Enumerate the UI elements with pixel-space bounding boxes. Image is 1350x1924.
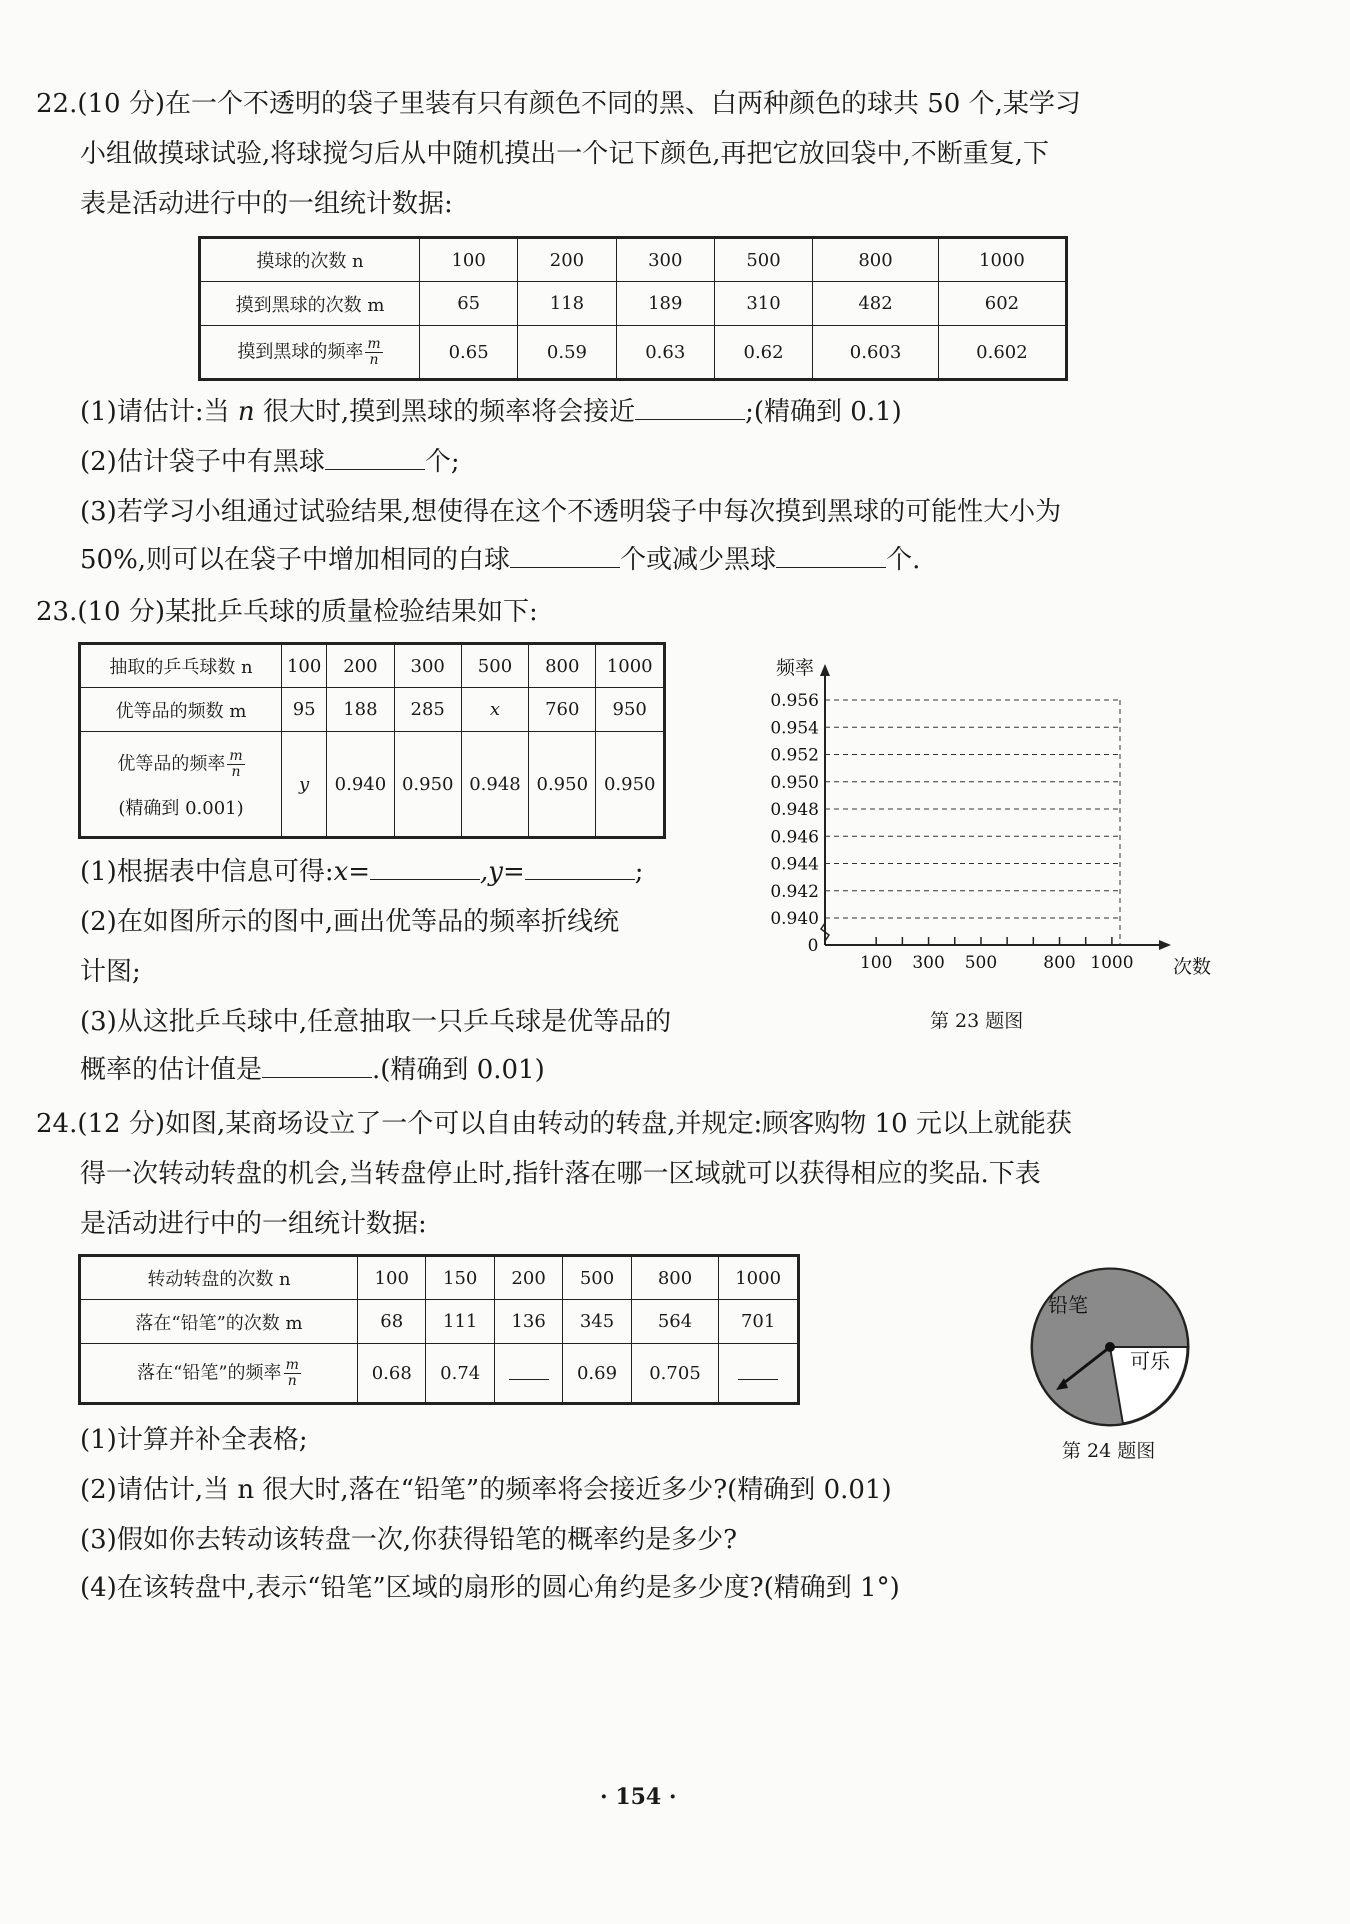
q23-m-3: x <box>461 688 528 732</box>
q22-m-4: 482 <box>813 282 939 326</box>
q22-f-5: 0.602 <box>938 326 1066 380</box>
answer-blank[interactable] <box>635 395 745 420</box>
q24-n-5: 1000 <box>719 1256 799 1300</box>
spinner-label-cola: 可乐 <box>1130 1349 1170 1373</box>
q24-f-3: 0.69 <box>563 1344 631 1404</box>
q23-m-1: 188 <box>327 688 394 732</box>
q22-n-2: 300 <box>616 238 714 282</box>
q22-n-5: 1000 <box>938 238 1066 282</box>
q24-head: 24.(12 分)如图,某商场设立了一个可以自由转动的转盘,并规定:顾客购物 10 元以上就能获 <box>36 1109 1072 1139</box>
q23-part3-line2: 概率的估计值是 .(精确到 0.01) <box>80 1055 545 1085</box>
q22-line3: 表是活动进行中的一组统计数据: <box>80 189 453 219</box>
q23-n-1: 200 <box>327 644 394 688</box>
q22-f-2: 0.63 <box>616 326 714 380</box>
x-tick-label: 100 <box>859 953 893 973</box>
q22-row1-label: 摸球的次数 n <box>200 238 420 282</box>
q24-m-0: 68 <box>358 1300 426 1344</box>
q22-n-3: 500 <box>714 238 812 282</box>
q22-m-2: 189 <box>616 282 714 326</box>
q23-f-1: 0.940 <box>327 732 394 838</box>
q23-part2-line2: 计图; <box>80 957 141 987</box>
q24-row2-label: 落在“铅笔”的次数 m <box>80 1300 358 1344</box>
q24-caption: 第 24 题图 <box>1062 1440 1156 1462</box>
spinner-center <box>1105 1342 1115 1352</box>
q23-caption: 第 23 题图 <box>930 1010 1024 1032</box>
q22-part1: (1)请估计:当 n 很大时,摸到黑球的频率将会接近 ;(精确到 0.1) <box>80 397 902 427</box>
q24-f-0: 0.68 <box>358 1344 426 1404</box>
q22-f-3: 0.62 <box>714 326 812 380</box>
spinner-label-pencil: 铅笔 <box>1048 1293 1088 1317</box>
y-tick-label: 0.956 <box>770 691 819 711</box>
q23-head: 23.(10 分)某批乒乓球的质量检验结果如下: <box>36 597 538 627</box>
q23-part2-line1: (2)在如图所示的图中,画出优等品的频率折线统 <box>80 907 620 937</box>
q24-f-2-blank[interactable] <box>494 1344 562 1404</box>
q24-m-2: 136 <box>494 1300 562 1344</box>
q22-head: 22.(10 分)在一个不透明的袋子里装有只有颜色不同的黑、白两种颜色的球共 50 个,某学习 <box>36 89 1081 119</box>
q23-n-4: 800 <box>529 644 596 688</box>
q23-row1-label: 抽取的乒乓球数 n <box>80 644 282 688</box>
x-tick-label: 500 <box>964 953 998 973</box>
x-axis-arrow <box>1159 940 1171 950</box>
q24-n-0: 100 <box>358 1256 426 1300</box>
q23-f-4: 0.950 <box>529 732 596 838</box>
spinner-figure <box>1020 1262 1200 1432</box>
q23-n-3: 500 <box>461 644 528 688</box>
q22-row3-label: 摸到黑球的频率 $\frac{m}{n}$ <box>200 326 420 380</box>
q23-m-2: 285 <box>394 688 461 732</box>
q22-part2: (2)估计袋子中有黑球 个; <box>80 447 460 477</box>
q22-m-0: 65 <box>420 282 518 326</box>
q23-table <box>78 642 666 839</box>
y-tick-label: 0.948 <box>770 800 819 820</box>
q23-m-4: 760 <box>529 688 596 732</box>
answer-blank[interactable] <box>325 445 425 470</box>
x-tick-label: 800 <box>1043 953 1076 973</box>
q24-n-4: 800 <box>631 1256 719 1300</box>
q23-m-0: 95 <box>282 688 327 732</box>
q22-f-0: 0.65 <box>420 326 518 380</box>
q24-f-5-blank[interactable] <box>719 1344 799 1404</box>
q23-f-3: 0.948 <box>461 732 528 838</box>
y-axis-label: 频率 <box>775 657 815 679</box>
x-tick-label: 1000 <box>1090 953 1134 973</box>
q23-precision-note: (精确到 0.001) <box>118 797 244 819</box>
q23-part3-line1: (3)从这批乒乓球中,任意抽取一只乒乓球是优等品的 <box>80 1007 672 1037</box>
q22-part3-line1: (3)若学习小组通过试验结果,想使得在这个不透明袋子中每次摸到黑球的可能性大小为 <box>80 497 1062 527</box>
q24-part3: (3)假如你去转动该转盘一次,你获得铅笔的概率约是多少? <box>80 1525 738 1555</box>
y-tick-label: 0.942 <box>770 881 819 902</box>
y-tick-label: 0.952 <box>770 745 819 766</box>
q22-n-0: 100 <box>420 238 518 282</box>
y-tick-label: 0.946 <box>770 827 819 848</box>
fraction-m-over-n: $\frac{m}{n}$ <box>367 335 381 368</box>
q24-n-1: 150 <box>426 1256 494 1300</box>
answer-blank-y[interactable] <box>525 855 635 880</box>
q24-f-4: 0.705 <box>631 1344 719 1404</box>
q23-part1: (1)根据表中信息可得:x= ,y= ; <box>80 857 644 887</box>
q24-m-3: 345 <box>563 1300 631 1344</box>
y-tick-label: 0.940 <box>770 909 819 929</box>
q22-line2: 小组做摸球试验,将球搅匀后从中随机摸出一个记下颜色,再把它放回袋中,不断重复,下 <box>80 139 1050 169</box>
y-axis-arrow <box>820 664 830 676</box>
fraction-m-over-n: $\frac{m}{n}$ <box>229 747 243 780</box>
q23-m-5: 950 <box>596 688 665 732</box>
y-tick-label: 0.950 <box>770 772 819 793</box>
q23-row2-label: 优等品的频数 m <box>80 688 282 732</box>
y-tick-label: 0.944 <box>770 854 819 875</box>
q22-table <box>198 236 1068 381</box>
q23-n-5: 1000 <box>596 644 665 688</box>
q24-n-3: 500 <box>563 1256 631 1300</box>
q24-part1: (1)计算并补全表格; <box>80 1425 308 1455</box>
q23-frequency-chart <box>755 650 1212 980</box>
q24-line3: 是活动进行中的一组统计数据: <box>80 1209 427 1239</box>
fraction-m-over-n: $\frac{m}{n}$ <box>285 1356 299 1389</box>
answer-blank[interactable] <box>510 543 620 568</box>
q23-n-2: 300 <box>394 644 461 688</box>
q24-row1-label: 转动转盘的次数 n <box>80 1256 358 1300</box>
y-tick-label: 0.954 <box>770 718 819 739</box>
q22-part3-line2: 50%,则可以在袋子中增加相同的白球 个或减少黑球 个. <box>80 545 921 575</box>
answer-blank-x[interactable] <box>370 855 480 880</box>
q22-f-4: 0.603 <box>813 326 939 380</box>
q22-f-1: 0.59 <box>518 326 616 380</box>
q24-line2: 得一次转动转盘的机会,当转盘停止时,指针落在哪一区域就可以获得相应的奖品.下表 <box>80 1159 1041 1189</box>
q22-m-3: 310 <box>714 282 812 326</box>
answer-blank[interactable] <box>262 1053 372 1078</box>
q24-part4: (4)在该转盘中,表示“铅笔”区域的扇形的圆心角约是多少度?(精确到 1°) <box>80 1573 900 1603</box>
answer-blank[interactable] <box>776 543 886 568</box>
q23-f-2: 0.950 <box>394 732 461 838</box>
q24-m-4: 564 <box>631 1300 719 1344</box>
q24-m-5: 701 <box>719 1300 799 1344</box>
q24-n-2: 200 <box>494 1256 562 1300</box>
q23-n-0: 100 <box>282 644 327 688</box>
q23-f-0: y <box>282 732 327 838</box>
x-tick-label: 300 <box>912 953 945 973</box>
q24-f-1: 0.74 <box>426 1344 494 1404</box>
q23-f-5: 0.950 <box>596 732 665 838</box>
q23-row3-label: 优等品的频率 $\frac{m}{n}$ (精确到 0.001) <box>80 732 282 838</box>
q22-n-1: 200 <box>518 238 616 282</box>
x-axis-label: 次数 <box>1173 956 1212 978</box>
q22-m-5: 602 <box>938 282 1066 326</box>
q22-n-4: 800 <box>813 238 939 282</box>
origin-label: 0 <box>807 936 819 956</box>
q24-m-1: 111 <box>426 1300 494 1344</box>
page-number: · 154 · <box>600 1784 677 1810</box>
q24-row3-label: 落在“铅笔”的频率 $\frac{m}{n}$ <box>80 1344 358 1404</box>
q22-m-1: 118 <box>518 282 616 326</box>
q22-row2-label: 摸到黑球的次数 m <box>200 282 420 326</box>
q24-part2: (2)请估计,当 n 很大时,落在“铅笔”的频率将会接近多少?(精确到 0.01) <box>80 1475 892 1505</box>
q24-table <box>78 1254 800 1405</box>
